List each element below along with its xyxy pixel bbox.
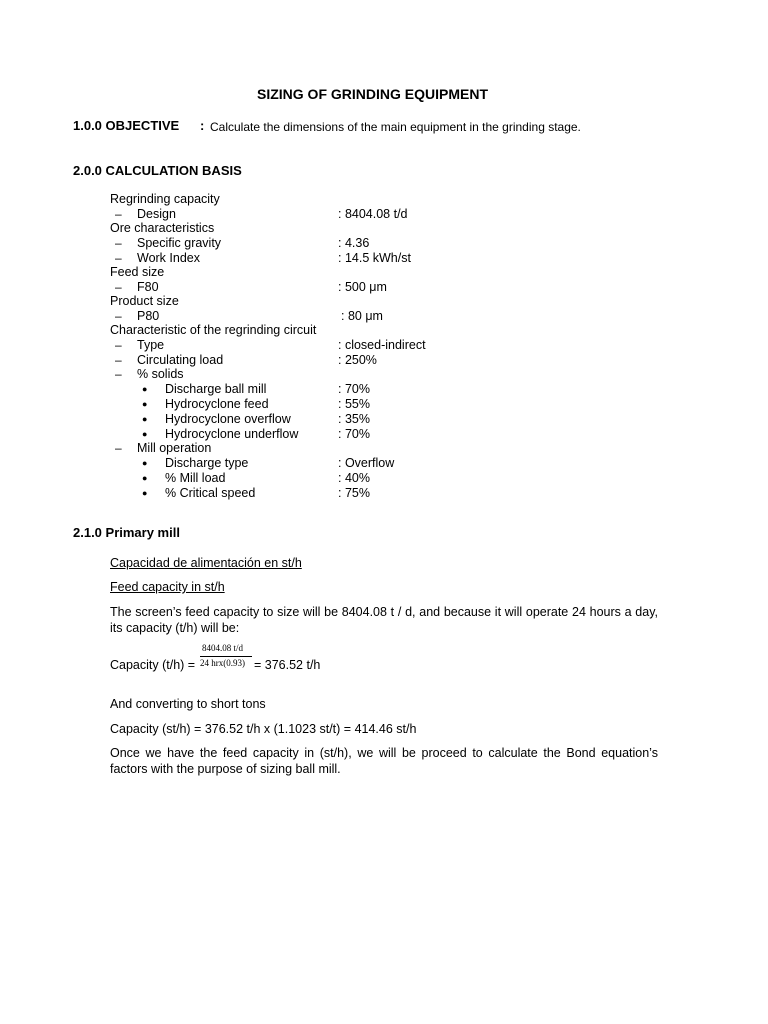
bullet-marker: ● — [142, 458, 148, 468]
hydrocyclone-feed-label: Hydrocyclone feed — [165, 397, 269, 411]
dash-marker: – — [115, 338, 122, 352]
f80-value: : 500 μm — [338, 280, 387, 294]
bullet-marker: ● — [142, 488, 148, 498]
p80-value: : 80 μm — [341, 309, 383, 323]
converting-text: And converting to short tons — [110, 697, 266, 711]
mill-load-value: : 40% — [338, 471, 370, 485]
fraction-bar — [200, 656, 252, 657]
circulating-load-label: Circulating load — [137, 353, 224, 367]
spanish-subheading: Capacidad de alimentación en st/h — [110, 556, 302, 570]
fraction-denominator: 24 hrx(0.93) — [200, 658, 245, 668]
bullet-marker: ● — [142, 414, 148, 424]
product-size-label: Product size — [110, 294, 179, 308]
type-value: : closed-indirect — [338, 338, 426, 352]
dash-marker: – — [115, 280, 122, 294]
dash-marker: – — [115, 353, 122, 367]
capacity-formula-label: Capacity (t/h) = — [110, 658, 196, 672]
dash-marker: – — [115, 207, 122, 221]
bond-equation-paragraph: Once we have the feed capacity in (st/h), we will be proceed to calculate the Bond equation’s factors with the purpose of sizing ball mill. — [110, 746, 658, 776]
feed-capacity-subheading: Feed capacity in st/h — [110, 580, 225, 594]
bullet-marker: ● — [142, 473, 148, 483]
specific-gravity-value: : 4.36 — [338, 236, 370, 250]
work-index-value: : 14.5 kWh/st — [338, 251, 411, 265]
fraction-numerator: 8404.08 t/d — [202, 643, 244, 653]
dash-marker: – — [115, 367, 122, 381]
dash-marker: – — [115, 441, 122, 455]
hydrocyclone-underflow-label: Hydrocyclone underflow — [165, 427, 299, 441]
discharge-type-value: : Overflow — [338, 456, 395, 470]
solids-label: % solids — [137, 367, 184, 381]
objective-colon: : — [200, 118, 205, 133]
type-label: Type — [137, 338, 165, 352]
dash-marker: – — [115, 251, 122, 265]
capacity-result: = 376.52 t/h — [254, 658, 321, 672]
specific-gravity-label: Specific gravity — [137, 236, 222, 250]
hydrocyclone-overflow-label: Hydrocyclone overflow — [165, 412, 291, 426]
dash-marker: – — [115, 309, 122, 323]
regrinding-capacity-label: Regrinding capacity — [110, 192, 220, 206]
discharge-ball-mill-label: Discharge ball mill — [165, 382, 267, 396]
discharge-ball-mill-value: : 70% — [338, 382, 370, 396]
hydrocyclone-overflow-value: : 35% — [338, 412, 370, 426]
bullet-marker: ● — [142, 429, 148, 439]
p80-label: P80 — [137, 309, 160, 323]
primary-mill-heading: 2.1.0 Primary mill — [73, 525, 180, 540]
objective-label: 1.0.0 OBJECTIVE — [73, 118, 180, 133]
document-title: SIZING OF GRINDING EQUIPMENT — [257, 86, 489, 102]
objective-text: Calculate the dimensions of the main equipment in the grinding stage. — [210, 120, 581, 134]
capacity-short-tons: Capacity (st/h) = 376.52 t/h x (1.1023 st/t) = 414.46 st/h — [110, 722, 417, 736]
bullet-marker: ● — [142, 399, 148, 409]
discharge-type-label: Discharge type — [165, 456, 249, 470]
critical-speed-label: % Critical speed — [165, 486, 256, 500]
hydrocyclone-feed-value: : 55% — [338, 397, 370, 411]
calculation-basis-heading: 2.0.0 CALCULATION BASIS — [73, 163, 242, 178]
dash-marker: – — [115, 236, 122, 250]
mill-load-label: % Mill load — [165, 471, 226, 485]
critical-speed-value: : 75% — [338, 486, 370, 500]
work-index-label: Work Index — [137, 251, 200, 265]
design-value: : 8404.08 t/d — [338, 207, 408, 221]
feed-capacity-paragraph: The screen’s feed capacity to size will be 8404.08 t / d, and because it will operate 24 hours a day, its capacity (t/h) will be: — [110, 605, 658, 635]
hydrocyclone-underflow-value: : 70% — [338, 427, 370, 441]
circuit-characteristics-label: Characteristic of the regrinding circuit — [110, 323, 317, 337]
bullet-marker: ● — [142, 384, 148, 394]
circulating-load-value: : 250% — [338, 353, 377, 367]
feed-size-label: Feed size — [110, 265, 165, 279]
ore-characteristics-label: Ore characteristics — [110, 221, 215, 235]
design-label: Design — [137, 207, 176, 221]
f80-label: F80 — [137, 280, 159, 294]
mill-operation-label: Mill operation — [137, 441, 212, 455]
